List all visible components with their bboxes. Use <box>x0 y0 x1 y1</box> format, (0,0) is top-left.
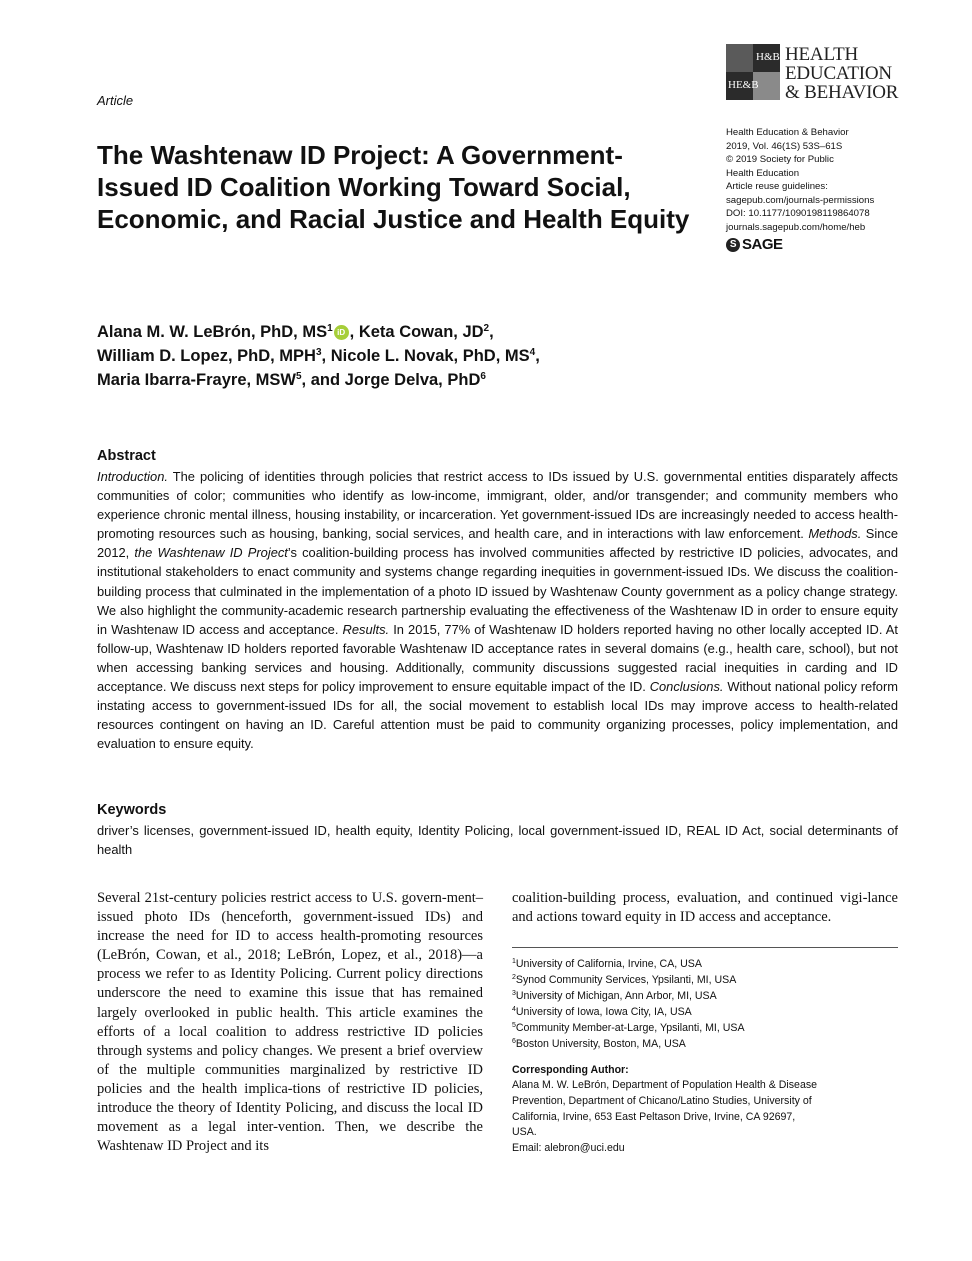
abstract-methods-text: ’s coalition-building process has involved communities affected by restrictive ID policies, advocates, and institutional stakeholders to enact community and systems change regarding inequities in government-issued IDs. We discuss the coalition-building process that culminated in the implementation of a photo ID issued by Washtenaw County government as a policy change strategy. We also highlight the community-academic research partnership evaluating the effectiveness of the Washtenaw ID in order to ensure equity in Washtenaw ID access and acceptance. <box>97 545 898 637</box>
author-separator: , <box>535 347 540 365</box>
doi-link[interactable]: DOI: 10.1177/1090198119864078 <box>726 208 870 219</box>
corresponding-line: USA. <box>512 1126 537 1139</box>
affiliation-text: University of Iowa, Iowa City, IA, USA <box>515 1006 692 1018</box>
author-list <box>97 320 737 392</box>
body-left-column: Several 21st-century policies restrict access to U.S. govern-ment–issued photo IDs (henceforth, government-issued IDs) and increase the need for ID to access health-promoting resources (LeBrón, Cowan, et al., 2018; LeBrón, Lopez, et al., 2018)—a process we refer to as Identity Policing. Current policy directions underscore the need to examine this issue that has remained largely overlooked in public health. This article examines the efforts of a local coalition to address restrictive ID policies through systems and policy changes. We present a brief overview of the multiple communities marginalized by restrictive ID policies and the health implica-tions of restrictive ID policies, introduce the theory of Identity Policing, and discuss the local ID movement as a legal inter-vention. Then, we describe the Washtenaw ID Project and its <box>97 890 483 1155</box>
corresponding-line: Alana M. W. LeBrón, Department of Population Health & Disease <box>512 1079 818 1091</box>
affiliation-mark: 5 <box>512 1022 516 1029</box>
affiliation-mark: 2 <box>512 974 516 981</box>
article-type-label: Article <box>97 93 134 108</box>
author-affiliation-mark: 6 <box>480 371 486 382</box>
journal-name-line: EDUCATION <box>785 63 892 84</box>
author-separator: , <box>489 323 494 341</box>
author-separator: , and <box>301 371 345 389</box>
logo-quadrant <box>726 44 753 72</box>
project-name: the Washtenaw ID Project <box>134 545 288 561</box>
author-name: Maria Ibarra-Frayre, MSW <box>97 371 296 389</box>
abstract-results-text: In 2015, 77% of Washtenaw ID holders reported having no other locally accepted ID. At follow-up, Washtenaw ID holders reported favorable Washtenaw ID acceptance rates in several domains (e.g., health care, school), but not when accessing banking services and housing. Additionally, community discussions suggested racial inequities in carding and ID acceptance. We discuss next steps for policy improvement to ensure equitable impact of the ID. <box>97 621 898 695</box>
abstract-intro-label: Introduction. <box>97 469 168 484</box>
abstract-results-label: Results. <box>342 621 390 637</box>
author-name: Nicole L. Novak, PhD, MS <box>330 347 530 365</box>
affiliation-item <box>512 988 898 1004</box>
author-separator: , <box>349 323 359 341</box>
journal-info-line: © 2019 Society for Public <box>726 154 834 165</box>
corresponding-line: California, Irvine, 653 East Peltason Drive, Irvine, CA 92697, <box>512 1110 796 1123</box>
author-affiliation-mark: 1 <box>327 323 333 334</box>
abstract-methods-label: Methods. <box>808 526 862 542</box>
orcid-icon[interactable]: iD <box>334 325 349 340</box>
affiliation-mark: 4 <box>512 1006 516 1013</box>
affiliation-text: Community Member-at-Large, Ypsilanti, MI, USA <box>515 1022 745 1034</box>
journal-name <box>785 45 915 102</box>
author-affiliation-mark: 3 <box>315 347 322 358</box>
abstract-heading: Abstract <box>97 448 156 464</box>
sage-icon: S <box>726 238 740 252</box>
journal-name-line: HEALTH <box>785 44 859 65</box>
affiliation-item <box>512 972 898 988</box>
affiliation-mark: 6 <box>512 1038 516 1045</box>
logo-monogram-top: H&B <box>756 51 780 63</box>
journal-info-line: Health Education & Behavior <box>726 127 849 138</box>
journal-info-line: 2019, Vol. 46(1S) 53S–61S <box>726 140 843 152</box>
logo-monogram-bottom: HE&B <box>728 79 759 91</box>
affiliation-mark: 1 <box>512 958 516 965</box>
journal-info-line: Health Education <box>726 167 800 179</box>
abstract-intro-text: The policing of identities through policies that restrict access to IDs issued by U.S. governmental entities disparately affects communities of color; communities who identify as low-income, immigrant, older, and/or transgender; and community members who experience chronic mental illness, housing instability, or incarceration. Yet government-issued IDs are increasingly needed to access health-promoting resources such as housing, banking, social services, and health care, and in interactions with law enforcement. <box>97 469 898 542</box>
journal-info <box>726 126 926 254</box>
reuse-link[interactable]: sagepub.com/journals-permissions <box>726 194 875 206</box>
affiliation-text: Synod Community Services, Ypsilanti, MI, USA <box>515 974 737 986</box>
corresponding-author-heading: Corresponding Author: <box>512 1064 629 1076</box>
author-name: Alana M. W. LeBrón, PhD, MS <box>97 323 328 341</box>
author-name: Jorge Delva, PhD <box>344 371 481 389</box>
body-right-column: coalition-building process, evaluation, and continued vigi-lance and actions toward equity in ID access and acceptance. <box>512 890 898 926</box>
affiliation-text: University of California, Irvine, CA, USA <box>515 958 702 970</box>
affiliation-item <box>512 1036 898 1052</box>
corresponding-author-details <box>512 1078 882 1157</box>
corresponding-line: Prevention, Department of Chicano/Latino Studies, University of <box>512 1094 812 1107</box>
affiliation-item <box>512 1020 898 1036</box>
affiliation-item <box>512 1004 898 1020</box>
keywords-text: driver’s licenses, government-issued ID, health equity, Identity Policing, local government-issued ID, REAL ID Act, social determinants of health <box>97 823 898 858</box>
journal-name-line: & BEHAVIOR <box>785 82 899 103</box>
publisher-logo <box>726 236 926 254</box>
author-separator: , <box>321 347 331 365</box>
affiliation-text: Boston University, Boston, MA, USA <box>515 1038 686 1050</box>
author-affiliation-mark: 4 <box>529 347 536 358</box>
abstract-text <box>97 467 898 753</box>
publisher-name: SAGE <box>742 236 783 253</box>
author-name: William D. Lopez, PhD, MPH <box>97 347 316 365</box>
abstract-conclusions-text: Without national policy reform instating access to government-issued IDs for all, the social movement to establish local IDs may improve access to health-related resources contingent on having an ID. Careful attention must be paid to community organizing processes, policy implementation, and evaluation to ensure equity. <box>97 679 898 752</box>
author-name: Keta Cowan, JD <box>358 323 484 341</box>
author-affiliation-mark: 5 <box>295 371 302 382</box>
author-affiliation-mark: 2 <box>483 323 490 334</box>
affiliation-text: University of Michigan, Ann Arbor, MI, USA <box>515 990 717 1002</box>
footnote-divider <box>512 947 898 948</box>
corresponding-email[interactable]: Email: alebron@uci.edu <box>512 1142 625 1155</box>
journal-logo <box>726 44 780 100</box>
abstract-conclusions-label: Conclusions. <box>649 679 724 695</box>
affiliation-item <box>512 956 898 972</box>
keywords-heading: Keywords <box>97 802 167 818</box>
affiliation-list <box>512 956 898 1052</box>
journal-info-line: Article reuse guidelines: <box>726 181 828 192</box>
article-title: The Washtenaw ID Project: A Government-Issued ID Coalition Working Toward Social, Economic, and Racial Justice and Health Equity <box>97 140 690 234</box>
abstract-methods-text: Since 2012, <box>97 526 899 561</box>
journal-home-link[interactable]: journals.sagepub.com/home/heb <box>726 221 866 233</box>
affiliation-mark: 3 <box>512 990 516 997</box>
